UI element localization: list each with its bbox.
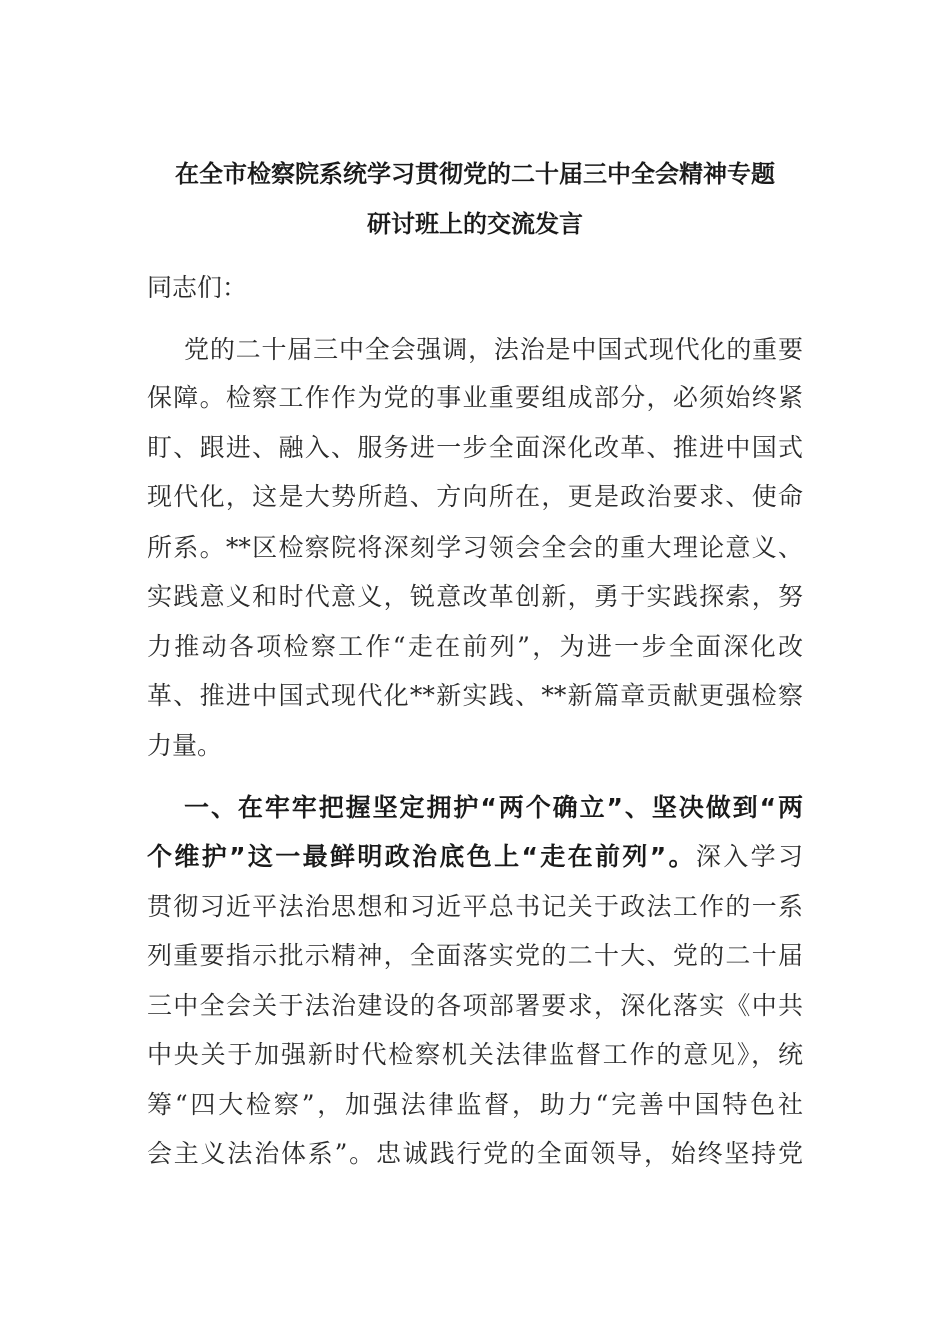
paragraph-line: 革、推进中国式现代化**新实践、**新篇章贡献更强检察 [147,681,803,710]
section-body-line: 中央关于加强新时代检察机关法律监督工作的意见》，统 [147,1040,803,1069]
paragraph-line: 盯、跟进、融入、服务进一步全面深化改革、推进中国式 [147,433,803,462]
section-body-line: 会主义法治体系”。忠诚践行党的全面领导，始终坚持党 [147,1139,803,1168]
document-title-line-2: 研讨班上的交流发言 [367,210,583,238]
section-body-line: 列重要指示批示精神，全面落实党的二十大、党的二十届 [147,941,803,970]
salutation: 同志们： [147,273,248,302]
paragraph-line: 力量。 [147,731,223,760]
section-body-line: 筹“四大检察”，加强法律监督，助力“完善中国特色社 [147,1090,803,1119]
section-heading-line-2 [147,842,803,872]
paragraph-line: 保障。检察工作作为党的事业重要组成部分，必须始终紧 [147,383,803,412]
paragraph-line: 现代化，这是大势所趋、方向所在，更是政治要求、使命 [147,482,803,511]
paragraph-line: 力推动各项检察工作“走在前列”，为进一步全面深化改 [147,632,803,661]
section-heading-bold: 个维护”这一最鲜明政治底色上“走在前列”。 [147,842,696,871]
paragraph-line: 所系。**区检察院将深刻学习领会全会的重大理论意义、 [147,533,803,562]
paragraph-line: 实践意义和时代意义，锐意改革创新，勇于实践探索，努 [147,582,803,611]
document-title-line-1: 在全市检察院系统学习贯彻党的二十届三中全会精神专题 [175,160,775,188]
paragraph-line: 党的二十届三中全会强调，法治是中国式现代化的重要 [184,335,803,364]
section-heading-line-1: 一、在牢牢把握坚定拥护“两个确立”、坚决做到“两 [184,793,803,822]
section-body-line: 三中全会关于法治建设的各项部署要求，深化落实《中共 [147,991,803,1020]
section-body-line: 贯彻习近平法治思想和习近平总书记关于政法工作的一系 [147,892,803,921]
section-body-start: 深入学习 [695,842,803,871]
